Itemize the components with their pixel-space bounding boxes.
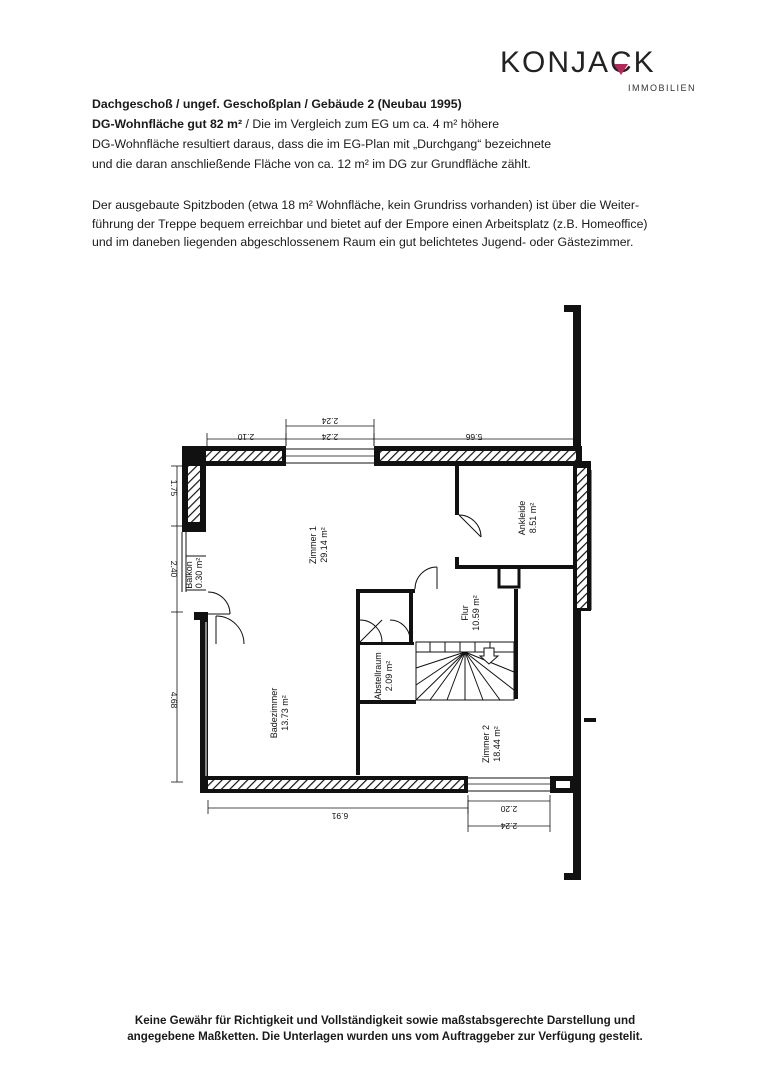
bottom-wall — [200, 776, 581, 793]
dimension-lines — [171, 419, 574, 832]
room-abstellraum-name: Abstellraum — [373, 652, 383, 700]
staircase — [416, 642, 514, 700]
intro-text — [92, 94, 712, 174]
logo-subtitle: IMMOBILIEN — [627, 83, 696, 93]
description-line-1: Der ausgebaute Spitzboden (etwa 18 m² Wohnfläche, kein Grundriss vorhanden) ist über die Weiter- — [92, 198, 640, 212]
left-wall — [182, 446, 208, 787]
intro-line-3: DG-Wohnfläche resultiert daraus, dass die im EG-Plan mit „Durchgang“ bezeichnete — [92, 137, 552, 151]
intro-line-4: und die daran anschließende Fläche von ca. 12 m² im DG zur Grundfläche zählt. — [92, 157, 531, 171]
room-zimmer1-name: Zimmer 1 — [308, 526, 318, 564]
room-zimmer2-area: 18.44 m² — [492, 726, 502, 762]
logo-triangle-icon — [614, 64, 628, 75]
room-flur-name: Flur — [460, 605, 470, 621]
dim-left-top: 1.75 — [169, 479, 179, 497]
room-zimmer1-area: 29.14 m² — [319, 527, 329, 563]
disclaimer-line-1: Keine Gewähr für Richtigkeit und Vollständigkeit sowie maßstabsgerechte Darstellung und — [134, 1014, 636, 1027]
floor-plan — [0, 290, 764, 910]
dim-bottom-right-a: 2.20 — [500, 804, 518, 814]
room-ankleide-name: Ankleide — [517, 500, 527, 536]
description-line-2: führung der Treppe bequem erreichbar und bietet auf der Empore einen Arbeitsplatz (z.B. Homeoffice) — [92, 216, 648, 231]
room-balkon-name: Balkon — [184, 561, 194, 589]
dim-bottom-right-b: 2.24 — [500, 821, 518, 831]
dim-top-left: 2.10 — [237, 432, 255, 442]
room-abstellraum-area: 2.09 m² — [384, 660, 394, 692]
dim-left-bottom: 4.68 — [169, 691, 179, 709]
dim-top-mid: 2.24 — [321, 432, 339, 442]
area-rest: / Die im Vergleich zum EG um ca. 4 m² höhere — [242, 117, 500, 131]
room-zimmer2-name: Zimmer 2 — [481, 725, 491, 763]
room-ankleide-area: 8.51 m² — [528, 502, 538, 534]
room-balkon-area: 0.30 m² — [194, 557, 204, 589]
description-paragraph — [92, 196, 732, 252]
room-flur-area: 10.59 m² — [471, 595, 481, 631]
logo-wordmark: KONJACK — [500, 46, 656, 79]
top-wall — [182, 446, 582, 466]
area-line — [92, 114, 712, 134]
dim-top-right: 5.66 — [465, 432, 483, 442]
room-badezimmer-area: 13.73 m² — [280, 695, 290, 731]
dim-bottom-left: 6.91 — [331, 811, 349, 821]
disclaimer-line-2: angegebene Maßketten. Die Unterlagen wurden uns vom Auftraggeber zur Verfügung gestelit. — [127, 1030, 643, 1043]
description-line-3: und im daneben liegenden abgeschlossenem Raum ein gut belichtetes Jugend- oder Gästezimmer. — [92, 235, 634, 249]
disclaimer — [60, 1013, 710, 1045]
doors — [208, 515, 481, 644]
company-logo — [500, 46, 700, 98]
page-title: Dachgeschoß / ungef. Geschoßplan / Gebäude 2 (Neubau 1995) — [92, 97, 462, 111]
dim-left-mid: 2.40 — [169, 560, 179, 578]
area-highlight: DG-Wohnfläche gut 82 m² — [92, 117, 243, 131]
dim-top-upper: 2.24 — [321, 416, 339, 426]
room-badezimmer-name: Badezimmer — [269, 687, 279, 739]
